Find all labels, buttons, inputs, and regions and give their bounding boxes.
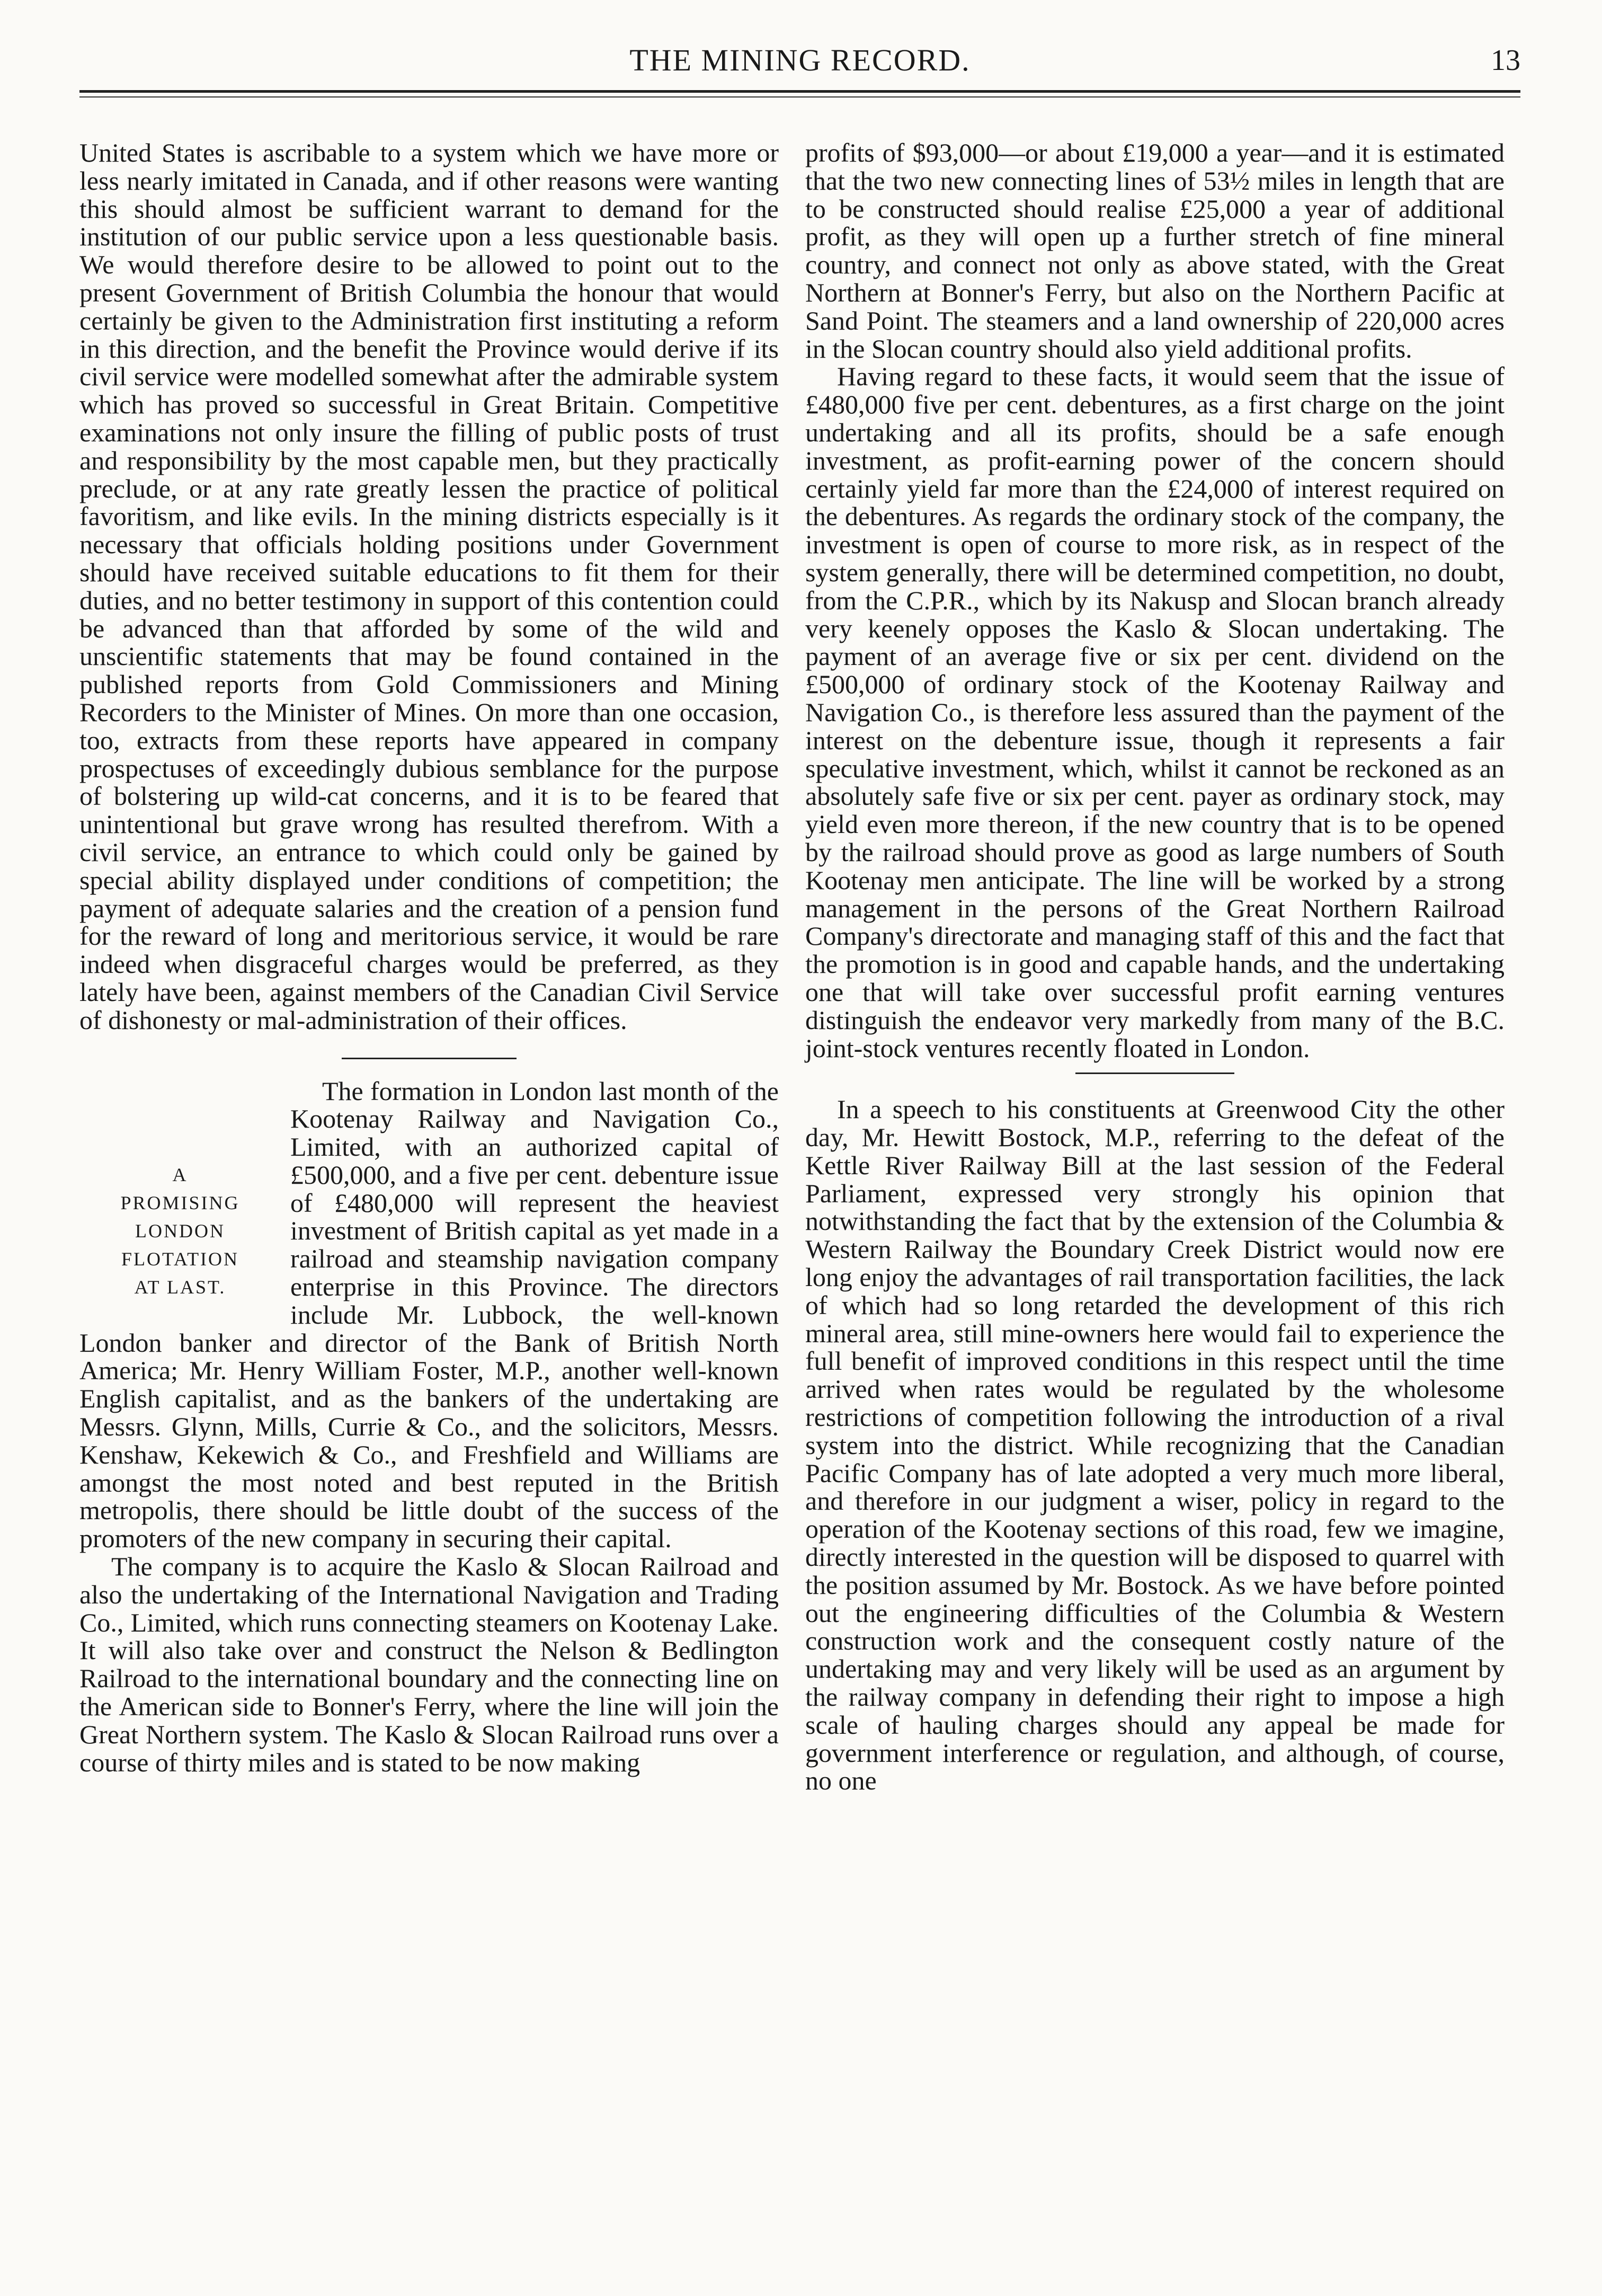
section-divider xyxy=(342,1058,517,1059)
margin-note-line: FLOTATION xyxy=(121,1248,239,1270)
margin-note-line: PROMISING xyxy=(120,1192,240,1213)
margin-note-line: AT LAST. xyxy=(134,1276,226,1298)
margin-note xyxy=(79,1161,281,1301)
margin-note-line: A xyxy=(172,1164,188,1185)
section-divider xyxy=(1075,1072,1234,1074)
page-number: 13 xyxy=(1491,44,1520,77)
bostock-speech-paragraph: In a speech to his constituents at Greenwood City the other day, Mr. Hewitt Bostock, M.P., referring to the defeat of the Kettle River Railway Bill at the last session of the Federal Parliament, expressed very strongly his opinion that notwithstanding the fact that by the extension of the Columbia & Western Railway the Boundary Creek District would now ere long enjoy the advantages of rail transportation facilities, the lack of which had so long retarded the development of this rich mineral area, still mine-owners here would fail to experience the full benefit of improved conditions in this respect until the time arrived when rates would be regulated by the wholesome restrictions of competition following the introduction of a rival system into the district. While recognizing that the Canadian Pacific Company has of late adopted a very much more liberal, and therefore in our judgment a wiser, policy in regard to the operation of the Kootenay sections of this road, few we imagine, directly interested in the question will be disposed to quarrel with the position assumed by Mr. Bostock. As we have before pointed out the engineering difficulties of the Columbia & Western construction work and the consequent costly nature of the undertaking may and very likely will be used as an argument by the railway company in defending their right to impose a high scale of hauling charges should any appeal be made for government interference or regulation, and although, of course, no one xyxy=(805,1094,1505,1796)
page-header xyxy=(79,42,1520,90)
kootenay-flotation-paragraph: The formation in London last month of the Kootenay Railway and Navigation Co., Limited, with an authorized capital of £500,000, and a five per cent. debenture issue of £480,000 will represent the heaviest investment of British capital as yet made in a railroad and steamship navigation company enterprise in this Province. The directors include Mr. Lubbock, the well-known London banker and director of the Bank of British North America; Mr. Henry William Foster, M.P., another well-known English capitalist, and as the bankers of the undertaking are Messrs. Glynn, Mills, Currie & Co., and the solicitors, Messrs. Kenshaw, Kekewich & Co., and Freshfield and Williams are amongst the most noted and best reputed in the British metropolis, there should be little doubt of the success of the promoters of the new company in securing their capital. xyxy=(79,1076,779,1554)
profits-paragraph: profits of $93,000—or about £19,000 a year—and it is estimated that the two new connecting lines of 53½ miles in length that are to be constructed should realise £25,000 a year of additional profit, as they will open up a further stretch of fine mineral country, and connect not only as above stated, with the Great Northern at Bonner's Ferry, but also on the Northern Pacific at Sand Point. The steamers and a land ownership of 220,000 acres in the Slocan country should also yield additional profits. xyxy=(805,138,1505,364)
publication-title: THE MINING RECORD. xyxy=(629,43,971,77)
debentures-paragraph: Having regard to these facts, it would seem that the issue of £480,000 five per cent. debentures, as a first charge on the joint undertaking and all its profits, should be a safe enough investment, as profit-earning power of the concern should certainly yield far more than the £24,000 of interest required on the debentures. As regards the ordinary stock of the company, the investment is open of course to more risk, as in respect of the system generally, there will be determined competition, no doubt, from the C.P.R., which by its Nakusp and Slocan branch already very keenely opposes the Kaslo & Slocan undertaking. The payment of an average five or six per cent. dividend on the £500,000 of ordinary stock of the Kootenay Railway and Navigation Co., is therefore less assured than the payment of the interest on the debenture issue, though it represents a fair speculative investment, which, whilst it cannot be reckoned as an absolutely safe five or six per cent. payer as ordinary stock, may yield even more thereon, if the new country that is to be opened by the railroad should prove as good as large numbers of South Kootenay men anticipate. The line will be worked by a strong management in the persons of the Great Northern Railroad Company's directorate and managing staff of this and the fact that the promotion is in good and capable hands, and the undertaking one that will take over successful profit earning ventures distinguish the endeavor very markedly from many of the B.C. joint-stock ventures recently floated in London. xyxy=(805,361,1505,1063)
left-column xyxy=(79,139,779,1776)
company-acquisition-paragraph: The company is to acquire the Kaslo & Slocan Railroad and also the undertaking of the International Navigation and Trading Co., Limited, which runs connecting steamers on Kootenay Lake. It will also take over and construct the Nelson & Bedlington Railroad to the international boundary and the connecting line on the American side to Bonner's Ferry, where the line will join the Great Northern system. The Kaslo & Slocan Railroad runs over a course of thirty miles and is stated to be now making xyxy=(79,1552,779,1777)
right-column xyxy=(805,139,1505,1795)
header-rule-thin xyxy=(79,96,1520,97)
margin-note-line: LONDON xyxy=(135,1220,225,1242)
header-rule-thick xyxy=(79,90,1520,93)
civil-service-paragraph: United States is ascribable to a system which we have more or less nearly imitated in Canada, and if other reasons were wanting this should almost be sufficient warrant to demand for the institution of our public service upon a less questionable basis. We would therefore desire to be allowed to point out to the present Government of British Columbia the honour that would certainly be given to the Administration first instituting a reform in this direction, and the benefit the Province would derive if its civil service were modelled somewhat after the admirable system which has proved so successful in Great Britain. Competitive examinations not only insure the filling of public posts of trust and responsibility by the most capable men, but they practically preclude, or at any rate greatly lessen the practice of political favoritism, and like evils. In the mining districts especially is it necessary that officials holding positions under Government should have received suitable educations to fit them for their duties, and no better testimony in support of this contention could be advanced than that afforded by some of the wild and unscientific statements that may be found contained in the published reports from Gold Commissioners and Mining Recorders to the Minister of Mines. On more than one occasion, too, extracts from these reports have appeared in company prospectuses of exceedingly dubious semblance for the purpose of bolstering up wild-cat concerns, and it is to be feared that unintentional but grave wrong has resulted therefrom. With a civil service, an entrance to which could only be gained by special ability displayed under conditions of competition; the payment of adequate salaries and the creation of a pension fund for the reward of long and meritorious service, it would be rare indeed when disgraceful charges would be preferred, as they lately have been, against members of the Canadian Civil Service of dishonesty or mal-administration of their offices. xyxy=(79,138,779,1035)
